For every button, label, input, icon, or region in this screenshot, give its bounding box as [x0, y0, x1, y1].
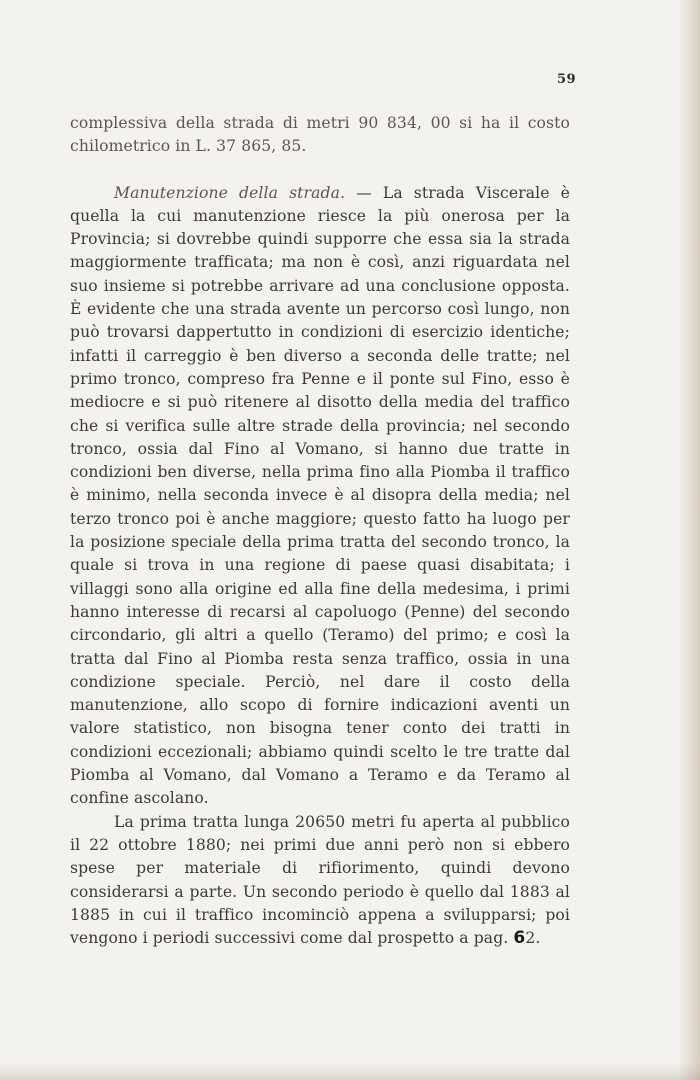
paragraph-manutenzione	[70, 182, 570, 811]
paragraph-continuation	[70, 112, 570, 159]
page-reference-suffix: 2.	[525, 929, 541, 948]
paragraph-prima-tratta	[70, 811, 570, 951]
paragraph-text: complessiva della strada di metri 90 834, 00 si ha il costo chilometrico in L. 37 865, 85.	[70, 114, 570, 156]
paragraph-text: — La strada Viscerale è quella la cui manutenzione riesce la più onerosa per la Provincia; si dovrebbe quindi supporre che essa sia la strada maggiormente trafficata; ma non è così, anzi riguardata nel suo insieme si potrebbe arrivare ad una conclusione opposta. È evidente che una strada avente un percorso così lungo, non può trovarsi dappertutto in condizioni di esercizio identiche; infatti il carreggio è ben diverso a seconda delle tratte; nel primo tronco, compreso fra Penne e il ponte sul Fino, esso è mediocre e si può ritenere al disotto della media del traffico che si verifica sulle altre strade della provincia; nel secondo tronco, ossia dal Fino al Vomano, si hanno due tratte in condizioni ben diverse, nella prima fino alla Piomba il traffico è minimo, nella seconda invece è al disopra della media; nel terzo tronco poi è anche maggiore; questo fatto ha luogo per la posizione speciale della prima tratta del secondo tronco, la quale si trova in una regione di paese quasi disabitata; i villaggi sono alla origine ed alla fine della medesima, i primi hanno interesse di recarsi al capoluogo (Penne) del secondo circondario, gli altri a quello (Teramo) del primo; e così la tratta dal Fino al Piomba resta senza traffico, ossia in una condizione speciale. Perciò, nel dare il costo della manutenzione, allo scopo di fornire indicazioni aventi un valore statistico, non bisogna tener conto dei tratti in condizioni eccezionali; abbiamo quindi scelto le tre tratte dal Piomba al Vomano, dal Vomano a Teramo e da Teramo al confine ascolano.	[70, 183, 570, 808]
handwritten-page-digit: 6	[513, 928, 526, 949]
page-bottom-shadow	[0, 1062, 700, 1080]
page-number: 59	[557, 72, 577, 87]
page-edge-shadow	[678, 0, 700, 1080]
section-heading: Manutenzione della strada.	[114, 183, 346, 202]
body-text	[70, 112, 570, 950]
paragraph-text: La prima tratta lunga 20650 metri fu aperta al pubblico il 22 ottobre 1880; nei primi due anni però non si ebbero spese per materiale di rifiorimento, quindi devono considerarsi a parte. Un secondo periodo è quello dal 1883 al 1885 in cui il traffico incominciò appena a svilupparsi; poi vengono i periodi successivi come dal prospetto a pag.	[70, 812, 570, 948]
